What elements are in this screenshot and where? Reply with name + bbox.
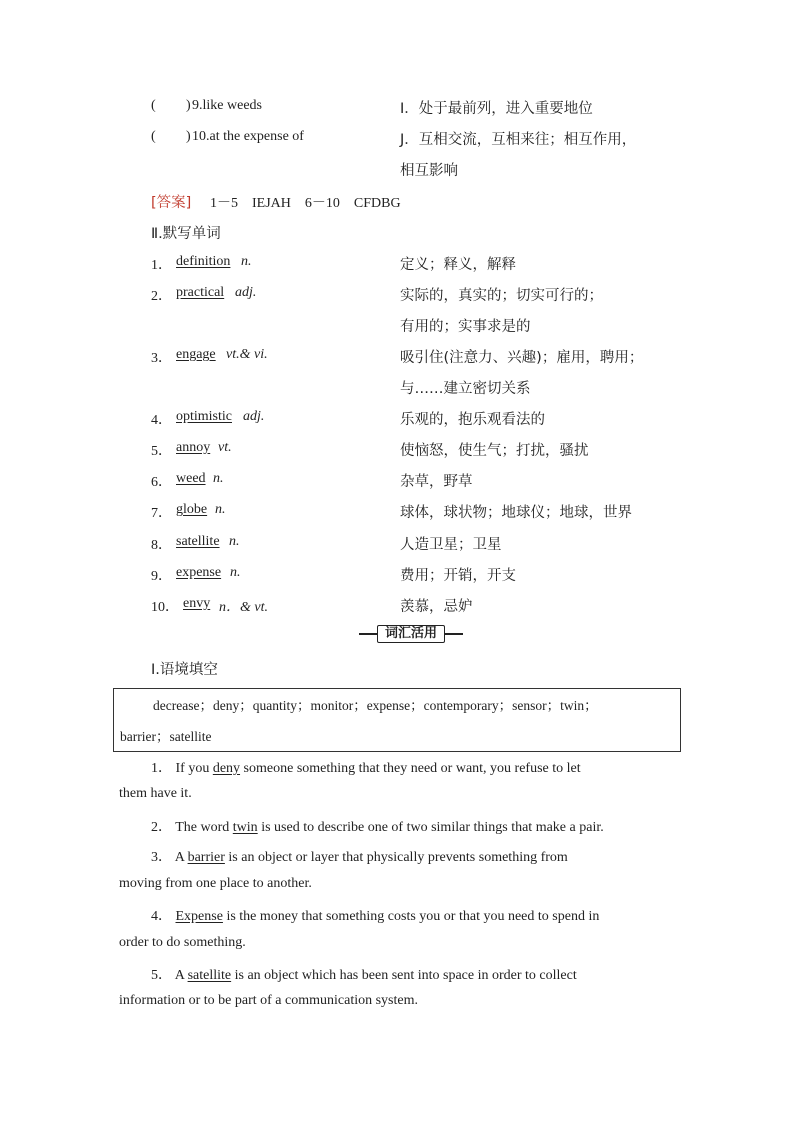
vocab-meaning: 定义；释义，解释	[400, 257, 516, 273]
sentence-text: is an object which has been sent into space in order to collect	[231, 968, 577, 983]
vocab-word: globe	[176, 502, 208, 517]
part-of-speech: n.	[230, 565, 241, 580]
part-of-speech: vt.	[218, 440, 232, 455]
vocab-meaning: 人造卫星；卫星	[400, 537, 502, 553]
item-number: 7．	[151, 506, 172, 521]
vocab-meaning: 乐观的，抱乐观看法的	[400, 412, 545, 428]
sentence-text: 4．	[151, 909, 176, 924]
answer-blank: Expense	[175, 909, 223, 924]
vocab-meaning: 实际的，真实的；切实可行的；	[400, 288, 603, 304]
part-of-speech: adj.	[243, 409, 265, 424]
vocab-meaning-cont: 有用的；实事求是的	[400, 319, 531, 335]
sentence-text: someone something that they need or want, you refuse to let	[240, 761, 581, 776]
sentence-line	[151, 846, 568, 866]
vocab-word: weed	[176, 471, 206, 486]
vocab-word: annoy	[176, 440, 211, 455]
vocab-word: optimistic	[176, 409, 232, 424]
sentence-text: 5． A	[151, 968, 188, 983]
sentence-line	[151, 816, 604, 836]
item-number: 4．	[151, 413, 172, 428]
banner-title: 词汇活用	[377, 625, 445, 643]
part-of-speech: n.	[229, 534, 240, 549]
item-number: 1．	[151, 258, 172, 273]
item-number: 2．	[151, 289, 172, 304]
vocab-meaning: 费用；开销，开支	[400, 568, 516, 584]
section-banner	[359, 625, 463, 643]
answer-label: [答案]	[151, 195, 192, 211]
vocab-meaning: 羡慕，忌妒	[400, 599, 473, 615]
word-bank-line: decrease；deny；quantity；monitor；expense；contemporary；sensor；twin；	[153, 698, 598, 713]
word-bank-line: barrier；satellite	[120, 729, 212, 744]
answer-blank: satellite	[187, 968, 232, 983]
paren-open: (	[151, 98, 156, 113]
answer-text: 1－5 IEJAH 6－10 CFDBG	[210, 196, 401, 211]
item-number: 8．	[151, 538, 172, 553]
phrase-meaning: I．处于最前列，进入重要地位	[400, 101, 593, 117]
sentence-cont: information or to be part of a communication system.	[119, 993, 418, 1008]
paren-open: (	[151, 129, 156, 144]
vocab-word: practical	[176, 285, 225, 300]
answer-blank: barrier	[187, 850, 225, 865]
sentence-line	[151, 757, 581, 777]
vocab-word: envy	[183, 596, 211, 611]
phrase-meaning: J．互相交流，互相来往；相互作用，	[400, 132, 637, 148]
item-number: 10．	[151, 600, 179, 615]
part-of-speech: n.	[213, 471, 224, 486]
sentence-text: is the money that something costs you or that you need to spend in	[222, 909, 600, 924]
vocab-word: expense	[176, 565, 222, 580]
sentence-text: is used to describe one of two similar things that make a pair.	[257, 820, 604, 835]
sentence-text: 1． If you	[151, 761, 213, 776]
paren-close: )	[186, 129, 191, 144]
sentence-line	[151, 905, 599, 925]
sentence-cont: moving from one place to another.	[119, 876, 312, 891]
vocab-meaning: 吸引住(注意力、兴趣)；雇用，聘用；	[400, 350, 644, 366]
item-number: 9．	[151, 569, 172, 584]
vocab-word: definition	[176, 254, 231, 269]
vocab-meaning-cont: 与……建立密切关系	[400, 381, 531, 397]
phrase-meaning-cont: 相互影响	[400, 163, 458, 179]
part-of-speech: vt.& vi.	[226, 347, 268, 362]
sentence-text: 3． A	[151, 850, 188, 865]
answer-blank: twin	[232, 820, 258, 835]
vocab-word: engage	[176, 347, 216, 362]
vocab-meaning: 球体，球状物；地球仪；地球，世界	[400, 505, 632, 521]
answer-blank: deny	[212, 761, 241, 776]
part-of-speech: n.	[215, 502, 226, 517]
sentence-cont: order to do something.	[119, 935, 246, 950]
item-number: 3．	[151, 351, 172, 366]
vocab-meaning: 杂草，野草	[400, 474, 473, 490]
sentence-cont: them have it.	[119, 786, 192, 801]
item-number: 5．	[151, 444, 172, 459]
sentence-text: is an object or layer that physically prevents something from	[224, 850, 568, 865]
part-of-speech: n.	[241, 254, 252, 269]
vocab-meaning: 使恼怒，使生气；打扰，骚扰	[400, 443, 589, 459]
sentence-line	[151, 964, 577, 984]
item-number: 6．	[151, 475, 172, 490]
section-heading: Ⅱ.默写单词	[151, 226, 221, 242]
part-of-speech: adj.	[235, 285, 257, 300]
vocab-word: satellite	[176, 534, 220, 549]
part-of-speech: n．& vt.	[219, 600, 268, 615]
paren-close: )	[186, 98, 191, 113]
phrase: 10.at the expense of	[192, 129, 304, 144]
sentence-text: 2． The word	[151, 820, 233, 835]
word-bank	[113, 688, 681, 752]
section-heading: Ⅰ.语境填空	[151, 662, 218, 678]
phrase: 9.like weeds	[192, 98, 262, 113]
